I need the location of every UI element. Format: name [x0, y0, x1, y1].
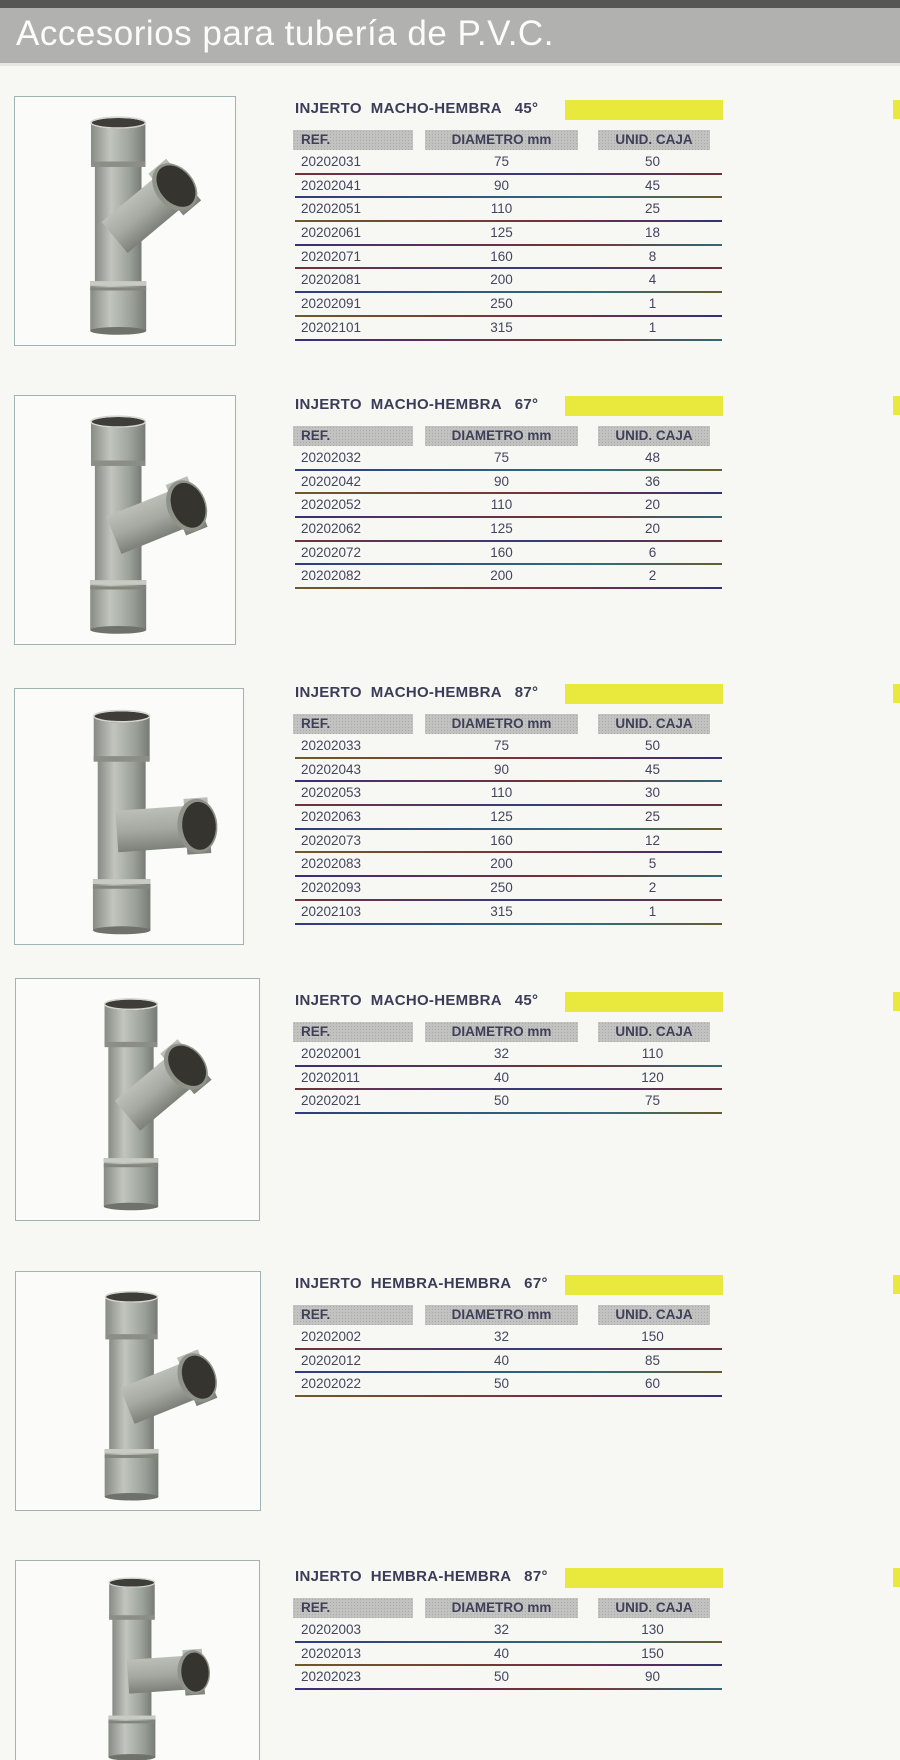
pvc-wye-fitting-illustration — [26, 1279, 250, 1503]
table-row — [293, 223, 723, 247]
cell-diametro: 32 — [493, 1622, 510, 1637]
cell-diametro: 200 — [490, 272, 513, 288]
row-divider — [295, 1348, 722, 1350]
cell-ref: 20202032 — [301, 450, 362, 465]
cell-diametro: 32 — [493, 1329, 510, 1344]
cell-diametro: 250 — [490, 880, 513, 896]
section-table — [293, 100, 723, 342]
table-row — [293, 199, 723, 223]
cell-diametro: 125 — [490, 809, 513, 825]
cell-diametro: 40 — [493, 1352, 510, 1368]
table-row — [293, 543, 723, 567]
column-header-diametro: DIAMETRO mm — [425, 1305, 578, 1325]
cell-unid: 60 — [644, 1376, 661, 1392]
page-edge-marker — [893, 100, 900, 119]
cell-unid: 5 — [648, 856, 657, 872]
cell-diametro: 90 — [493, 473, 510, 489]
product-photo-box — [15, 978, 260, 1221]
table-row — [293, 807, 723, 831]
yellow-highlight-bar — [565, 1275, 723, 1295]
yellow-highlight-bar — [565, 684, 723, 704]
cell-ref: 20202081 — [301, 272, 362, 288]
cell-ref: 20202073 — [301, 832, 362, 848]
section-title-row — [293, 1275, 723, 1299]
cell-diametro: 315 — [490, 903, 513, 919]
table-row — [293, 1667, 723, 1691]
row-divider — [295, 780, 722, 782]
column-header-unid: UNID. CAJA — [598, 130, 710, 150]
column-header-diametro: DIAMETRO mm — [425, 1022, 578, 1042]
row-divider — [295, 804, 722, 806]
cell-diametro: 32 — [493, 1046, 510, 1061]
table-row — [293, 566, 723, 590]
table-row — [293, 1620, 723, 1644]
cell-diametro: 200 — [490, 568, 513, 584]
cell-unid: 2 — [648, 880, 657, 896]
row-divider — [295, 923, 722, 925]
row-divider — [295, 339, 722, 341]
table-header-row — [293, 426, 723, 448]
table-row — [293, 152, 723, 176]
cell-diametro: 40 — [493, 1069, 510, 1085]
cell-unid: 85 — [644, 1352, 661, 1368]
section-title-row — [293, 992, 723, 1016]
row-divider — [295, 196, 722, 198]
header-band — [0, 8, 900, 63]
table-row — [293, 176, 723, 200]
table-row — [293, 902, 723, 926]
cell-unid: 130 — [641, 1622, 664, 1637]
pvc-wye-fitting-illustration — [24, 697, 234, 937]
cell-unid: 18 — [644, 225, 661, 241]
table-header-row — [293, 714, 723, 736]
yellow-highlight-bar — [565, 1568, 723, 1588]
row-divider — [295, 173, 722, 175]
row-divider — [295, 875, 722, 877]
column-header-unid: UNID. CAJA — [598, 1022, 710, 1042]
cell-unid: 110 — [641, 1046, 664, 1061]
row-divider — [295, 516, 722, 518]
cell-unid: 30 — [644, 785, 661, 801]
page-edge-marker — [893, 396, 900, 415]
section-title-row — [293, 100, 723, 124]
cell-ref: 20202101 — [301, 319, 362, 335]
cell-diametro: 110 — [490, 785, 513, 801]
cell-diametro: 90 — [493, 177, 510, 193]
cell-ref: 20202082 — [301, 568, 362, 584]
page-title: Accesorios para tubería de P.V.C. — [16, 14, 554, 53]
section-title-row — [293, 684, 723, 708]
cell-ref: 20202033 — [301, 738, 362, 753]
cell-diametro: 75 — [493, 154, 510, 169]
table-header-row — [293, 1598, 723, 1620]
cell-diametro: 75 — [493, 450, 510, 465]
row-divider — [295, 1688, 722, 1690]
row-divider — [295, 1088, 722, 1090]
pvc-wye-fitting-illustration — [24, 403, 226, 636]
section-title: INJERTO HEMBRA-HEMBRA 67° — [295, 1275, 548, 1292]
column-header-ref: REF. — [293, 130, 413, 150]
table-header-row — [293, 1305, 723, 1327]
row-divider — [295, 1112, 722, 1114]
cell-ref: 20202042 — [301, 473, 362, 489]
cell-diametro: 160 — [490, 832, 513, 848]
cell-diametro: 160 — [490, 248, 513, 264]
cell-ref: 20202041 — [301, 177, 362, 193]
cell-unid: 50 — [644, 154, 661, 169]
column-header-unid: UNID. CAJA — [598, 714, 710, 734]
row-divider — [295, 757, 722, 759]
table-row — [293, 878, 723, 902]
table-row — [293, 472, 723, 496]
column-header-unid: UNID. CAJA — [598, 1305, 710, 1325]
cell-ref: 20202043 — [301, 761, 362, 777]
row-divider — [295, 492, 722, 494]
cell-unid: 25 — [644, 201, 661, 217]
cell-diametro: 50 — [493, 1376, 510, 1392]
cell-unid: 45 — [644, 177, 661, 193]
page-edge-marker — [893, 1568, 900, 1587]
cell-unid: 4 — [648, 272, 657, 288]
row-divider — [295, 540, 722, 542]
table-row — [293, 448, 723, 472]
product-photo-box — [15, 1271, 261, 1511]
section-table — [293, 1275, 723, 1398]
table-row — [293, 1374, 723, 1398]
cell-diametro: 315 — [490, 319, 513, 335]
page-edge-marker — [893, 992, 900, 1011]
section-title-row — [293, 1568, 723, 1592]
cell-diametro: 90 — [493, 761, 510, 777]
cell-ref: 20202083 — [301, 856, 362, 872]
cell-ref: 20202103 — [301, 903, 362, 919]
section-title-row — [293, 396, 723, 420]
row-divider — [295, 315, 722, 317]
table-row — [293, 247, 723, 271]
cell-unid: 120 — [641, 1069, 664, 1085]
cell-unid: 75 — [644, 1093, 661, 1109]
table-header-row — [293, 1022, 723, 1044]
row-divider — [295, 587, 722, 589]
column-header-diametro: DIAMETRO mm — [425, 714, 578, 734]
table-row — [293, 1644, 723, 1668]
row-divider — [295, 563, 722, 565]
row-divider — [295, 1664, 722, 1666]
row-divider — [295, 291, 722, 293]
table-row — [293, 1351, 723, 1375]
cell-diametro: 110 — [490, 497, 513, 513]
section-title: INJERTO HEMBRA-HEMBRA 87° — [295, 1568, 548, 1585]
yellow-highlight-bar — [565, 992, 723, 1012]
yellow-highlight-bar — [565, 396, 723, 416]
table-row — [293, 1327, 723, 1351]
table-row — [293, 318, 723, 342]
column-header-diametro: DIAMETRO mm — [425, 130, 578, 150]
cell-ref: 20202051 — [301, 201, 362, 217]
section-table — [293, 396, 723, 590]
column-header-diametro: DIAMETRO mm — [425, 426, 578, 446]
column-header-unid: UNID. CAJA — [598, 1598, 710, 1618]
cell-unid: 50 — [644, 738, 661, 753]
column-header-ref: REF. — [293, 426, 413, 446]
section-table — [293, 684, 723, 926]
cell-ref: 20202002 — [301, 1329, 362, 1344]
section-table — [293, 992, 723, 1115]
cell-ref: 20202052 — [301, 497, 362, 513]
row-divider — [295, 220, 722, 222]
section-title: INJERTO MACHO-HEMBRA 45° — [295, 100, 539, 117]
table-row — [293, 760, 723, 784]
cell-unid: 150 — [641, 1329, 664, 1344]
cell-ref: 20202023 — [301, 1669, 362, 1685]
row-divider — [295, 828, 722, 830]
row-divider — [295, 1641, 722, 1643]
table-row — [293, 495, 723, 519]
cell-unid: 2 — [648, 568, 657, 584]
cell-unid: 6 — [648, 544, 657, 560]
cell-diametro: 125 — [490, 521, 513, 537]
cell-unid: 20 — [644, 521, 661, 537]
cell-ref: 20202062 — [301, 521, 362, 537]
top-strip — [0, 0, 900, 8]
cell-ref: 20202061 — [301, 225, 362, 241]
pvc-wye-fitting-illustration — [24, 104, 226, 337]
cell-ref: 20202063 — [301, 809, 362, 825]
table-row — [293, 736, 723, 760]
column-header-ref: REF. — [293, 714, 413, 734]
product-photo-box — [14, 688, 244, 945]
cell-ref: 20202013 — [301, 1645, 362, 1661]
pvc-wye-fitting-illustration — [26, 1567, 250, 1760]
cell-unid: 1 — [648, 296, 657, 312]
column-header-ref: REF. — [293, 1022, 413, 1042]
cell-unid: 25 — [644, 809, 661, 825]
row-divider — [295, 1371, 722, 1373]
row-divider — [295, 267, 722, 269]
cell-diametro: 50 — [493, 1669, 510, 1685]
column-header-ref: REF. — [293, 1305, 413, 1325]
table-row — [293, 854, 723, 878]
cell-unid: 1 — [648, 903, 657, 919]
product-photo-box — [15, 1560, 260, 1760]
cell-unid: 150 — [641, 1645, 664, 1661]
cell-unid: 12 — [644, 832, 661, 848]
table-row — [293, 519, 723, 543]
cell-ref: 20202031 — [301, 154, 362, 169]
cell-unid: 45 — [644, 761, 661, 777]
section-table — [293, 1568, 723, 1691]
table-row — [293, 783, 723, 807]
cell-ref: 20202091 — [301, 296, 362, 312]
cell-ref: 20202011 — [301, 1069, 361, 1085]
table-row — [293, 831, 723, 855]
cell-diametro: 160 — [490, 544, 513, 560]
cell-unid: 48 — [644, 450, 661, 465]
column-header-ref: REF. — [293, 1598, 413, 1618]
cell-unid: 8 — [648, 248, 657, 264]
cell-ref: 20202071 — [301, 248, 362, 264]
cell-unid: 36 — [644, 473, 661, 489]
cell-ref: 20202021 — [301, 1093, 362, 1109]
row-divider — [295, 469, 722, 471]
cell-ref: 20202053 — [301, 785, 362, 801]
table-header-row — [293, 130, 723, 152]
row-divider — [295, 1065, 722, 1067]
table-row — [293, 294, 723, 318]
cell-diametro: 50 — [493, 1093, 510, 1109]
column-header-diametro: DIAMETRO mm — [425, 1598, 578, 1618]
row-divider — [295, 1395, 722, 1397]
cell-diametro: 110 — [490, 201, 513, 217]
row-divider — [295, 244, 722, 246]
cell-diametro: 125 — [490, 225, 513, 241]
section-title: INJERTO MACHO-HEMBRA 67° — [295, 396, 539, 413]
cell-unid: 1 — [648, 319, 657, 335]
cell-ref: 20202093 — [301, 880, 362, 896]
section-title: INJERTO MACHO-HEMBRA 87° — [295, 684, 539, 701]
page-edge-marker — [893, 684, 900, 703]
table-row — [293, 1091, 723, 1115]
cell-diametro: 75 — [493, 738, 510, 753]
table-row — [293, 1068, 723, 1092]
cell-diametro: 40 — [493, 1645, 510, 1661]
cell-ref: 20202012 — [301, 1352, 362, 1368]
table-row — [293, 270, 723, 294]
cell-diametro: 200 — [490, 856, 513, 872]
cell-ref: 20202022 — [301, 1376, 362, 1392]
cell-unid: 90 — [644, 1669, 661, 1685]
cell-ref: 20202001 — [301, 1046, 362, 1061]
product-photo-box — [14, 96, 236, 346]
row-divider — [295, 851, 722, 853]
pvc-wye-fitting-illustration — [26, 986, 250, 1213]
row-divider — [295, 899, 722, 901]
yellow-highlight-bar — [565, 100, 723, 120]
cell-unid: 20 — [644, 497, 661, 513]
cell-diametro: 250 — [490, 296, 513, 312]
cell-ref: 20202072 — [301, 544, 362, 560]
product-photo-box — [14, 395, 236, 645]
section-title: INJERTO MACHO-HEMBRA 45° — [295, 992, 539, 1009]
table-row — [293, 1044, 723, 1068]
page-edge-marker — [893, 1275, 900, 1294]
cell-ref: 20202003 — [301, 1622, 362, 1637]
column-header-unid: UNID. CAJA — [598, 426, 710, 446]
